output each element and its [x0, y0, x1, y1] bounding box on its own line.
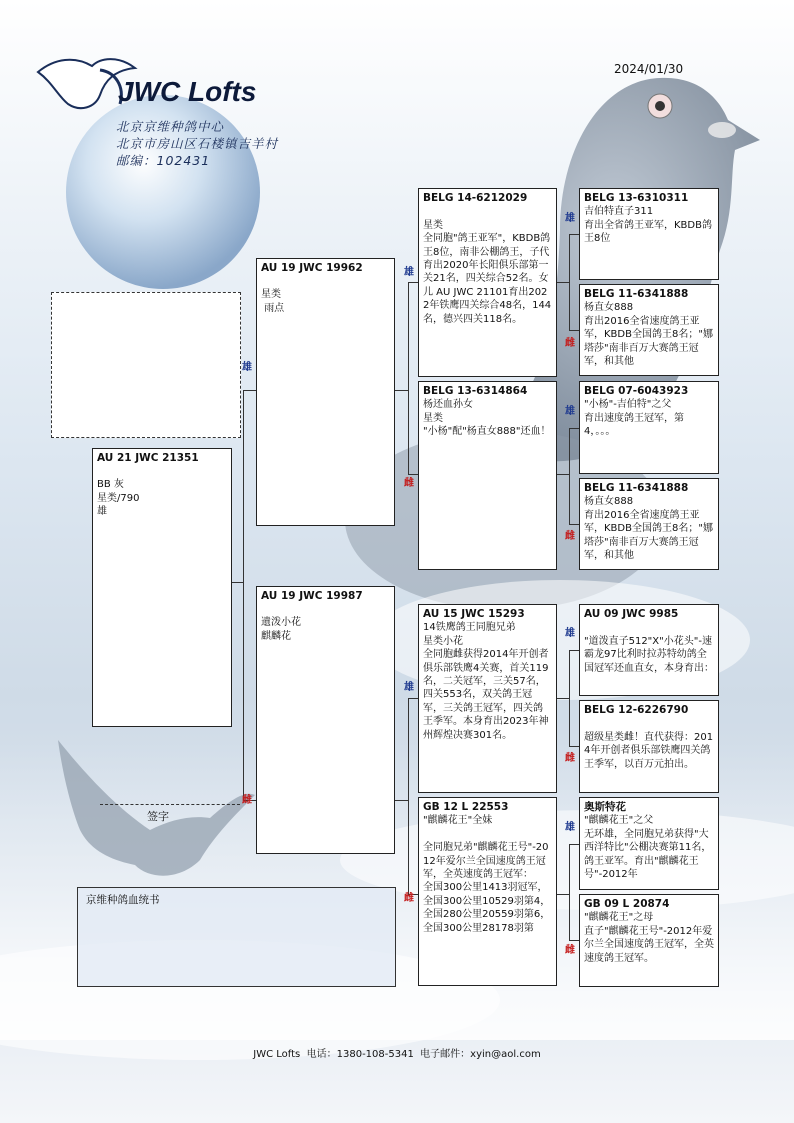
connector-line — [569, 428, 579, 429]
pedigree-box-ssd[interactable] — [579, 284, 719, 376]
connector-line — [569, 746, 579, 747]
pedigree-box-dam-sire[interactable] — [418, 604, 557, 793]
certificate-box[interactable] — [77, 887, 396, 987]
connector-line — [557, 894, 569, 895]
female-label: 雌 — [565, 945, 575, 956]
pedigree-box-dss[interactable] — [579, 604, 719, 696]
pedigree-box-sdd[interactable] — [579, 478, 719, 570]
pedigree-box-sss[interactable] — [579, 188, 719, 280]
connector-line — [569, 234, 570, 330]
address: 北京市房山区石楼镇吉羊村 — [116, 136, 279, 151]
pedigree-box-sire[interactable] — [256, 258, 395, 526]
connector-line — [557, 282, 569, 283]
postcode: 邮编：102431 — [116, 153, 211, 168]
male-label: 雄 — [565, 628, 575, 639]
connector-line — [569, 650, 579, 651]
pedigree-box-dds[interactable] — [579, 797, 719, 890]
pedigree-box-dsd[interactable] — [579, 700, 719, 793]
ring-number: GB 09 L 20874 — [584, 898, 670, 910]
connector-line — [408, 282, 418, 283]
connector-line — [395, 390, 408, 391]
bird-details: 14铁鹰鸽王同胞兄弟 星类小花 全同胞雌获得2014年开创者俱乐部铁鹰4关赛，首关119名，二关冠军，三关57名，四关553名，双关鸽王冠军，三关鸽王冠军，四关鸽王季军。本身育出2023年神州辉煌决赛301名。 — [423, 622, 549, 741]
connector-line — [569, 524, 579, 525]
bird-details: 遺泼小花 麒麟花 — [261, 617, 301, 642]
bird-details: "道泼直子512"X"小花头"-速霸龙97比利时拉苏特幼鸽全国冠军还血直女，本身育出： — [584, 635, 714, 674]
male-label: 雄 — [565, 406, 575, 417]
connector-line — [395, 800, 408, 801]
brand-logo-text: JWC Lofts — [118, 76, 257, 107]
connector-line — [569, 650, 570, 746]
ring-number: BELG 12-6226790 — [584, 704, 689, 716]
connector-line — [408, 282, 409, 474]
connector-line — [569, 844, 579, 845]
pedigree-box-dam-dam[interactable] — [418, 797, 557, 986]
connector-line — [408, 698, 409, 894]
connector-line — [557, 698, 569, 699]
connector-line — [231, 582, 243, 583]
ring-number: BELG 11-6341888 — [584, 288, 689, 300]
ring-number: BELG 11-6341888 — [584, 482, 689, 494]
female-label: 雌 — [404, 478, 414, 489]
bird-details: 杨还血孙女 星类 "小杨"配"杨直女888"还血！ — [423, 399, 551, 438]
footer-contact: JWC Lofts 电话：1380-108-5341 电子邮件：xyin@aol.com — [253, 1049, 541, 1060]
ring-number: AU 21 JWC 21351 — [97, 452, 199, 464]
ring-number: AU 19 JWC 19962 — [261, 262, 363, 274]
ring-number: 奥斯特花 — [584, 801, 626, 813]
bird-details: "麒麟花王"之父 无环雄，全同胞兄弟获得"大西洋特比"公棚决赛第11名，鸽王亚军。育出"麒麟花王号"-2012年 — [584, 815, 712, 881]
connector-line — [569, 940, 579, 941]
connector-line — [243, 390, 256, 391]
pedigree-box-dam[interactable] — [256, 586, 395, 854]
ring-number: GB 12 L 22553 — [423, 801, 509, 813]
bird-details: 吉伯特直子311 育出全省鸽王亚军，KBDB鸽王8位 — [584, 206, 712, 245]
ring-number: AU 09 JWC 9985 — [584, 608, 679, 620]
male-label: 雄 — [404, 267, 414, 278]
male-label: 雄 — [404, 682, 414, 693]
connector-line — [569, 844, 570, 940]
signature-label: 签字 — [147, 810, 169, 823]
ring-number: AU 19 JWC 19987 — [261, 590, 363, 602]
bird-details: "小杨"-吉伯特"之父 育出速度鸽王冠军，第4，。。。 — [584, 399, 684, 438]
ring-number: BELG 14-6212029 — [423, 192, 528, 204]
certificate-title: 京维种鸽血统书 — [86, 894, 160, 906]
bird-details: 杨直女888 育出2016全省速度鸽王亚军，KBDB全国鸽王8名；"娜塔莎"南非百万大赛鸽王冠军，和其他 — [584, 496, 713, 562]
bird-details: 杨直女888 育出2016全省速度鸽王亚军，KBDB全国鸽王8名；"娜塔莎"南非百万大赛鸽王冠军，和其他 — [584, 302, 713, 368]
org-name: 北京京维种鸽中心 — [116, 119, 225, 134]
bird-details: "麒麟花王"之母 直子"麒麟花王号"-2012年爱尔兰全国速度鸽王冠军，全英速度鸽王冠军。 — [584, 912, 714, 964]
connector-line — [569, 428, 570, 524]
pedigree-box-ddd[interactable] — [579, 894, 719, 987]
ring-number: BELG 13-6310311 — [584, 192, 689, 204]
date: 2024/01/30 — [614, 62, 684, 76]
pedigree-box-sire-sire[interactable] — [418, 188, 557, 377]
female-label: 雌 — [404, 893, 414, 904]
connector-line — [243, 390, 244, 800]
photo-placeholder[interactable] — [51, 292, 241, 438]
connector-line — [408, 474, 418, 475]
bird-details: 星类 雨点 — [261, 289, 285, 314]
connector-line — [569, 330, 579, 331]
connector-line — [408, 698, 418, 699]
ring-number: BELG 13-6314864 — [423, 385, 528, 397]
connector-line — [569, 234, 579, 235]
bird-details: BB 灰 星类/790 雄 — [97, 479, 140, 518]
ring-number: AU 15 JWC 15293 — [423, 608, 525, 620]
male-label: 雄 — [242, 362, 252, 373]
bird-details: 超级星类雌！直代获得：2014年开创者俱乐部铁鹰四关鸽王季军，以百万元拍出。 — [584, 731, 714, 770]
pedigree-box-subject[interactable] — [92, 448, 232, 727]
ring-number: BELG 07-6043923 — [584, 385, 689, 397]
signature-line[interactable] — [100, 804, 240, 805]
pedigree-box-sire-dam[interactable] — [418, 381, 557, 570]
female-label: 雌 — [565, 753, 575, 764]
male-label: 雄 — [565, 822, 575, 833]
bird-details: 星类 全同胞"鸽王亚军"，KBDB鸽王8位，南非公棚鸽王，子代育出2020年长阳俱乐部第一关21名，四关综合52名。女儿 AU JWC 21101育出2022年铁鹰四关综合48名，144名，德兴四关118名。 — [423, 219, 552, 325]
connector-line — [557, 474, 569, 475]
female-label: 雌 — [565, 338, 575, 349]
female-label: 雌 — [242, 795, 252, 806]
bird-details: "麒麟花王"全妹 全同胞兄弟"麒麟花王号"-2012年爱尔兰全国速度鸽王冠军，全英速度鸽王冠军： 全国300公里1413羽冠军，全国300公里10529羽第4，全国280公里20559羽第6，全国300公里28178羽第 — [423, 815, 551, 934]
male-label: 雄 — [565, 213, 575, 224]
female-label: 雌 — [565, 531, 575, 542]
pedigree-box-sds[interactable] — [579, 381, 719, 474]
